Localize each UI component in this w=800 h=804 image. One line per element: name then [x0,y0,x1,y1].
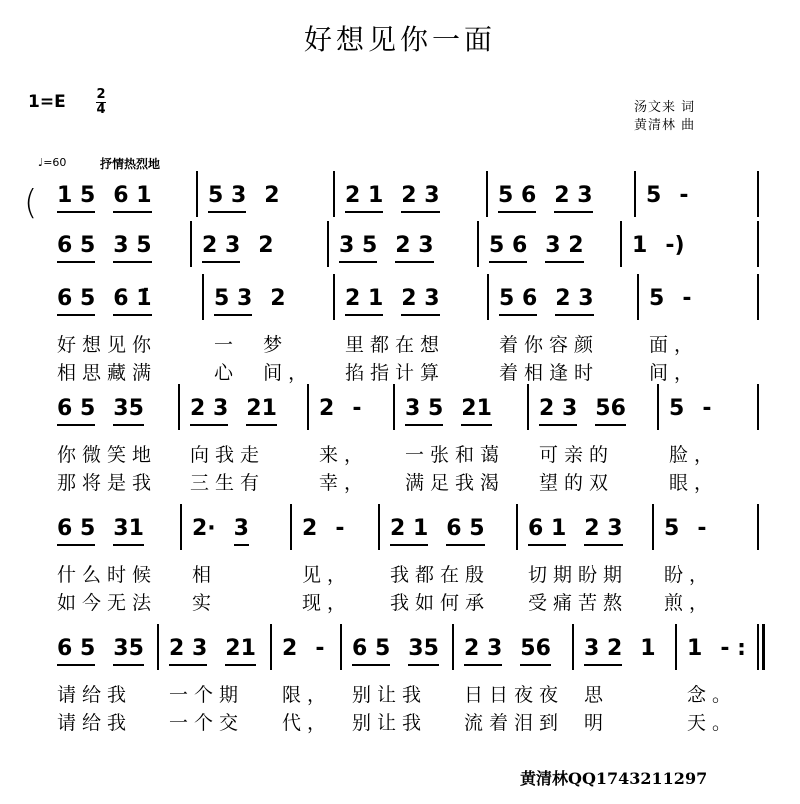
note-group: 2 [302,516,318,541]
lyric-verse-2: 间， [649,362,700,384]
note-group: 5 [646,183,662,208]
bar-line [757,221,759,267]
notes [319,396,361,424]
notes [214,286,286,316]
lyric-verse-1: 切期盼期 [528,564,629,586]
note-group: 3 2 [545,233,583,263]
bar-line [757,171,759,217]
measure [178,396,307,494]
notes [339,233,434,263]
lyric-verse-2: 相思藏满 [57,362,158,384]
note-group: 2 3 [401,183,439,213]
bar-line [652,504,654,550]
footer-contact: 黄清林QQ1743211297 [520,769,708,788]
bar-line [516,504,518,550]
notes [345,286,440,316]
bar-line [757,504,759,550]
note-group: 3 2 [584,636,622,666]
lyric-verse-1: 思 [584,684,610,706]
notes [649,286,691,314]
notes [464,636,551,666]
bar-line [572,624,574,670]
lyric-verse-1: 来， [319,444,370,466]
notes [405,396,492,426]
note-group: 6 5 [446,516,484,546]
note-group: 6 5 [57,233,95,263]
notes [169,636,256,666]
note-group: - [682,286,692,311]
note-group: 1 [632,233,648,258]
measure [45,286,202,384]
lyric-verse-1: 别让我 [352,684,428,706]
bar-line [657,384,659,430]
bar-line [620,221,622,267]
bar-line [477,221,479,267]
notes [489,233,584,263]
notes [192,516,249,546]
measure [637,286,757,384]
notes [57,286,152,316]
note-group: 2 3 [584,516,622,546]
bar-line [757,384,759,430]
lyric-verse-2: 着相逢时 [499,362,600,384]
notes [390,516,485,546]
measure [675,636,757,734]
notes [584,636,656,666]
measure [196,183,333,229]
notes [57,636,144,666]
composer-credit: 黄清林 曲 [634,118,696,133]
lyricist-credit: 汤文来 词 [634,100,696,115]
measure [378,516,516,614]
time-signature-top: 2 [96,87,106,102]
bar-line [340,624,342,670]
lyric-verse-2: 如今无法 [57,592,158,614]
measure [452,636,572,734]
note-group: 1 [687,636,703,661]
note-group: 6 5 [352,636,390,666]
note-group: 3 5 [405,396,443,426]
note-group: 2 1 [345,286,383,316]
bar-line [307,384,309,430]
bar-line [675,624,677,670]
measure [486,183,634,229]
bar-line [180,504,182,550]
lyric-verse-1: 里都在想 [345,334,446,356]
lyric-verse-1: 我都在殷 [390,564,491,586]
lyric-verse-1: 相 [192,564,218,586]
measure [180,516,290,614]
note-group: - [352,396,362,421]
bar-line [378,504,380,550]
lyric-verse-2: 天。 [687,712,738,734]
note-group: - [697,516,707,541]
note-group: 2 [319,396,335,421]
lyric-verse-2: 望的双 [539,472,615,494]
bar-line [393,384,395,430]
notes [208,183,280,213]
lyric-verse-2: 三生有 [190,472,266,494]
note-group: 2 3 [554,183,592,213]
note-group: 3 5 [339,233,377,263]
bar-line [487,274,489,320]
bar-line [637,274,639,320]
note-group: 6 5 [57,516,95,546]
notes [57,516,144,546]
note-group: 35 [408,636,439,666]
notes [687,636,746,664]
note-group: 21 [246,396,277,426]
note-group: - [315,636,325,661]
note-group: 5 [664,516,680,541]
notes [202,233,274,263]
note-group: 21 [225,636,256,666]
lyric-verse-1: 脸， [669,444,720,466]
note-group: 2 [258,233,274,258]
lyric-verse-1: 面， [649,334,700,356]
measure [527,396,657,494]
note-group: 2 1 [390,516,428,546]
measure [572,636,675,734]
lyric-verse-2: 明 [584,712,610,734]
note-group: - : [720,636,746,661]
lyric-verse-1: 着你容颜 [499,334,600,356]
notes [498,183,593,213]
lyric-verse-2: 满足我渴 [405,472,506,494]
measure [487,286,637,384]
note-group: 21 [461,396,492,426]
note-group: 5 6 [498,183,536,213]
note-group: 3 5 [113,233,151,263]
lyric-verse-1: 可亲的 [539,444,615,466]
measure [393,396,527,494]
note-group: 2 3 [539,396,577,426]
lyric-verse-1: 一 梦 [214,334,289,356]
note-group: 2 3 [555,286,593,316]
notes [669,396,711,424]
time-signature [96,88,106,117]
lyric-verse-1: 一个期 [169,684,245,706]
notes [57,396,144,426]
measure [270,636,340,734]
note-group: - [679,183,689,208]
note-group: 35 [113,396,144,426]
notes [190,396,277,426]
lyric-verse-2: 实 [192,592,218,614]
measure [620,233,757,279]
note-group: 1 5 [57,183,95,213]
note-group: - [702,396,712,421]
note-group: 2 3 [202,233,240,263]
note-group: 2 3 [401,286,439,316]
note-group: 2 [282,636,298,661]
final-bar-line [762,624,765,670]
note-group: 2 [270,286,286,311]
note-group: 3 [234,516,249,546]
measure [290,516,378,614]
lyric-verse-2: 现， [302,592,353,614]
bar-line [634,171,636,217]
song-title: 好想见你一面 [303,23,496,56]
measure [340,636,452,734]
measure [307,396,393,494]
lyric-verse-2: 掐指计算 [345,362,446,384]
bar-line [202,274,204,320]
note-group: 5 3 [214,286,252,316]
measure [477,233,620,279]
bar-line [452,624,454,670]
lyric-verse-2: 受痛苦熬 [528,592,629,614]
note-group: 35 [113,636,144,666]
note-group: 6 5 [57,636,95,666]
measure [45,396,178,494]
bar-line [190,221,192,267]
bar-line [157,624,159,670]
note-group: 5 6 [489,233,527,263]
notes [539,396,626,426]
note-group: 2 [264,183,280,208]
notes [528,516,623,546]
note-group: 6 5 [57,286,95,316]
note-group: 2 1 [345,183,383,213]
notes [282,636,324,664]
notes [302,516,344,544]
notes [646,183,688,211]
lyric-verse-1: 日日夜夜 [464,684,565,706]
expression-marking: 抒情热烈地 [100,157,161,171]
lyric-verse-2: 代， [282,712,333,734]
note-group: 5 3 [208,183,246,213]
intro-paren: ( [24,183,38,223]
note-group: 6 1̇ [113,286,151,316]
note-group: 31 [113,516,144,546]
bar-line [757,624,759,670]
note-group: 2· [192,516,216,541]
lyric-verse-2: 流着泪到 [464,712,565,734]
bar-line [757,274,759,320]
lyric-verse-1: 见， [302,564,353,586]
note-group: 2 3 [464,636,502,666]
measure [157,636,270,734]
bar-line [327,221,329,267]
time-signature-bottom: 4 [96,102,106,117]
key-signature: 1=E [28,92,66,112]
lyric-verse-2: 我如何承 [390,592,491,614]
bar-line [333,171,335,217]
measure [516,516,652,614]
lyric-verse-1: 向我走 [190,444,266,466]
measure [45,183,196,229]
lyric-verse-1: 什么时候 [57,564,158,586]
measure [333,183,486,229]
measure [45,636,157,734]
measure [652,516,757,614]
note-group: 2 3 [395,233,433,263]
bar-line [178,384,180,430]
notes [632,233,685,261]
note-group: 6 1 [528,516,566,546]
lyric-verse-1: 好想见你 [57,334,158,356]
measure [327,233,477,279]
lyric-verse-2: 眼， [669,472,720,494]
note-group: 6 5 [57,396,95,426]
tempo-marking: ♩=60 [38,156,67,169]
measure [45,233,190,279]
note-group: 5 6 [499,286,537,316]
notes [57,183,152,213]
lyric-verse-2: 别让我 [352,712,428,734]
note-group: 56 [520,636,551,666]
lyric-verse-2: 幸， [319,472,370,494]
notes [352,636,439,666]
lyric-verse-2: 请给我 [57,712,133,734]
bar-line [486,171,488,217]
note-group: - [335,516,345,541]
lyric-verse-1: 请给我 [57,684,133,706]
bar-line [527,384,529,430]
lyric-verse-2: 煎， [664,592,715,614]
note-group: 2 3 [190,396,228,426]
notes [664,516,706,544]
bar-line [333,274,335,320]
notes [499,286,594,316]
notes [57,233,152,263]
lyric-verse-1: 一张和蔼 [405,444,506,466]
measure [657,396,757,494]
bar-line [290,504,292,550]
note-group: -) [665,233,685,258]
note-group: 56 [595,396,626,426]
note-group: 5 [669,396,685,421]
note-group: 5 [649,286,665,311]
measure [634,183,757,229]
lyric-verse-1: 盼， [664,564,715,586]
measure [190,233,327,279]
note-group: 6 1 [113,183,151,213]
lyric-verse-2: 那将是我 [57,472,158,494]
bar-line [196,171,198,217]
measure [202,286,333,384]
lyric-verse-2: 心 间， [214,362,314,384]
lyric-verse-1: 念。 [687,684,738,706]
lyric-verse-1: 你微笑地 [57,444,158,466]
lyric-verse-1: 限， [282,684,333,706]
measure [45,516,180,614]
measure [333,286,487,384]
notes [345,183,440,213]
bar-line [270,624,272,670]
note-group: 2 3 [169,636,207,666]
lyric-verse-2: 一个交 [169,712,245,734]
note-group: 1 [640,636,656,661]
